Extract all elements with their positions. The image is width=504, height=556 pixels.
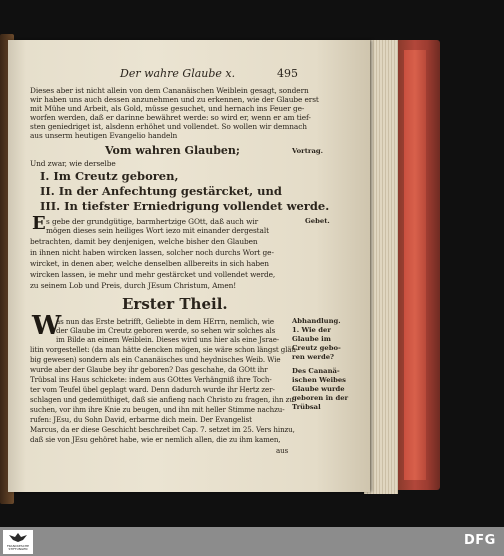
text-line: mit Mühe und Arbeit, als Gold, müsse gesuchet, und hernach ins Feuer ge- (30, 104, 305, 113)
margin-note-line: Abhandlung. (292, 317, 341, 325)
point-two: II. In der Anfechtung gestärcket, und (40, 184, 282, 198)
part-title: Erster Theil. (122, 295, 228, 313)
text-line: der Glaube im Creutz geboren werde, so sehen wir solches als (56, 326, 276, 335)
margin-note-line: Creutz gebo- (292, 344, 341, 352)
text-line: mögen dieses sein heiliges Wort iezo mit einander dergestalt (46, 226, 269, 235)
margin-note-line: geboren in der (292, 394, 349, 402)
text-line: zu seinem Lob und Preis, durch JEsum Christum, Amen! (30, 281, 237, 290)
eagle-icon (8, 532, 28, 543)
text-line: litin vorgestellet: (da man hätte dencken mögen, sie wäre schon längst gläu- (30, 345, 299, 354)
running-header: Der wahre Glaube x. (120, 67, 236, 80)
point-three: III. In tiefster Erniedrigung vollendet werde. (40, 199, 330, 213)
margin-note-line: Trübsal (292, 403, 321, 411)
margin-note-line: Glaube im (292, 335, 331, 343)
text-line: wircken lassen, ie mehr und mehr gestärcket und vollendet werde, (30, 270, 276, 279)
library-logo-text: FRANCKESCHE STIFTUNGEN (6, 544, 30, 552)
text-line: Marcus, da er diese Geschicht beschreibet Cap. 7. setzet im 25. Vers hinzu, (30, 425, 295, 434)
text-line: sten geniedriget ist, alsdenn erhöhet und vollendet. So wollen wir demnach (30, 122, 307, 131)
text-line: Trübsal ins Haus schickete: indem aus GOttes Verhängniß ihre Toch- (30, 375, 272, 384)
text-line: betrachten, damit bey denjenigen, welche bisher den Glauben (30, 237, 258, 246)
text-line: wir haben uns auch dessen anzunehmen und zu erkennen, wie der Glaube erst (30, 95, 319, 104)
book-cover-red-spine (404, 50, 426, 480)
text-line: aus unserm heutigen Evangelio handeln (30, 131, 178, 140)
text-line: as nun das Erste betrifft, Geliebte in dem HErrn, nemlich, wie (56, 317, 275, 326)
margin-note-line: Glaube wurde (292, 385, 345, 393)
page-number: 495 (277, 67, 298, 80)
margin-note-vortrag: Vortrag. (292, 147, 324, 155)
und-zwar-line: Und zwar, wie derselbe (30, 159, 116, 168)
text-line: im Bilde an einem Weiblein. Dieses wird uns hier als eine Jsrae- (56, 335, 280, 344)
margin-note-line: ren werde? (292, 353, 335, 361)
text-line: worfen werden, daß er darinne bewähret werde: so wird er, wenn er am tief- (30, 113, 311, 122)
drop-cap-w: W (32, 311, 62, 341)
dfg-logo[interactable]: DFG (464, 533, 496, 548)
margin-note-line: Des Cananä- (292, 367, 340, 375)
margin-note-line: 1. Wie der (292, 326, 331, 334)
section-title: Vom wahren Glauben; (105, 144, 240, 157)
text-line: daß sie von JEsu gehöret habe, wie er nemlich allen, die zu ihm kamen, (30, 435, 281, 444)
text-line: schlagen und gedemüthiget, daß sie anfieng nach Christo zu fragen, ihn zu (30, 395, 294, 404)
text-line: Dieses aber ist nicht allein von dem Cananäischen Weiblein gesagt, sondern (30, 86, 309, 95)
text-line: big gewesen) sondern als ein Cananäisches und heydnisches Weib. Wie (30, 355, 281, 364)
text-line: rufen: JEsu, du Sohn David, erbarme dich mein. Der Evangelist (30, 415, 252, 424)
text-line: ter vom Teufel übel geplagt ward. Denn dadurch wurde ihr Hertz zer- (30, 385, 275, 394)
text-line: wircket, in denen aber, welche denselben allbereits in sich haben (30, 259, 269, 268)
point-one: I. Im Creutz geboren, (40, 169, 179, 183)
margin-note-gebet: Gebet. (305, 217, 330, 225)
catchword: aus (276, 446, 289, 455)
viewer-footer-bar (0, 527, 504, 556)
text-line: s gebe der grundgütige, barmhertzige GOtt, daß auch wir (46, 217, 259, 226)
text-line: in ihnen nicht haben wircken lassen, solcher noch durchs Wort ge- (30, 248, 274, 257)
margin-note-line: ischen Weibes (292, 376, 347, 384)
text-line: suchen, vor ihm ihre Knie zu beugen, und ihn mit heller Stimme nachzu- (30, 405, 285, 414)
drop-cap-e: E (32, 213, 46, 234)
text-line: wurde aber der Glaube bey ihr geboren? Das geschahe, da GOtt ihr (30, 365, 268, 374)
